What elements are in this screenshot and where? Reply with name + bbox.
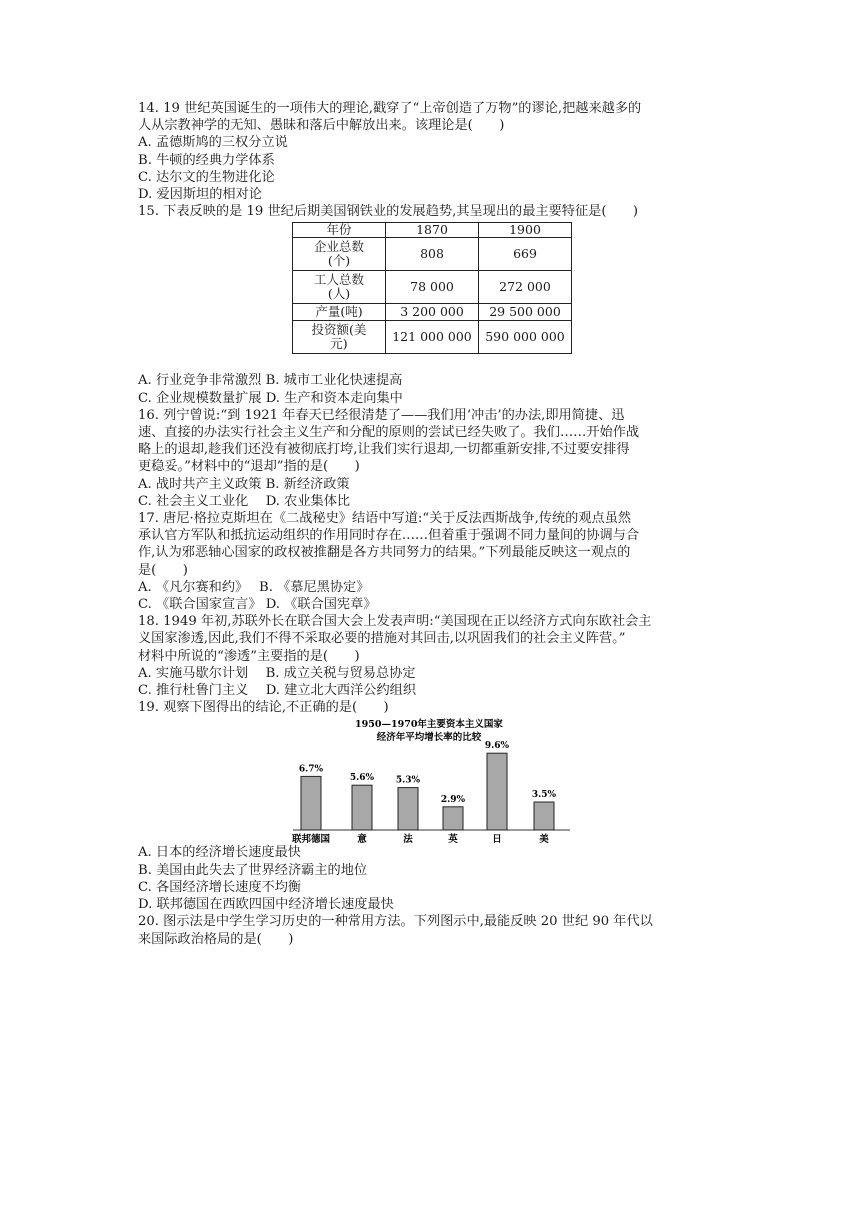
table-cell: 590 000 000 bbox=[479, 321, 572, 354]
chart-bar bbox=[487, 754, 507, 831]
table-header-row bbox=[293, 223, 572, 238]
table-row-label: 工人总数 (人) bbox=[293, 271, 386, 304]
q16-options-ab: A. 战时共产主义政策 B. 新经济政策 bbox=[138, 476, 350, 492]
q17-options-cd: C. 《联合国家宣言》 D. 《联合国宪章》 bbox=[138, 597, 377, 613]
chart-category-label: 日 bbox=[492, 834, 502, 845]
q14-stem-line1: 14. 19 世纪英国诞生的一项伟大的理论,戳穿了“上帝创造了万物”的谬论,把越来越多的 bbox=[138, 101, 642, 116]
table-cell: 121 000 000 bbox=[386, 321, 479, 354]
table-row bbox=[293, 271, 572, 304]
chart-data-label: 9.6% bbox=[484, 741, 510, 752]
q19-option-a: A. 日本的经济增长速度最快 bbox=[138, 845, 301, 861]
table-header-1870: 1870 bbox=[386, 223, 479, 238]
chart-svg bbox=[138, 716, 730, 844]
q14-option-c: C. 达尔文的生物进化论 bbox=[138, 169, 275, 185]
table-cell: 669 bbox=[479, 238, 572, 271]
q20-stem-line1: 20. 图示法是中学生学习历史的一种常用方法。下列图示中,最能反映 20 世纪 90 年代以 bbox=[138, 914, 653, 930]
q19-option-d: D. 联邦德国在西欧四国中经济增长速度最快 bbox=[138, 897, 394, 913]
table-cell: 78 000 bbox=[386, 271, 479, 304]
q17-options-ab: A. 《凡尔赛和约》 B. 《慕尼黑协定》 bbox=[138, 579, 370, 595]
chart-category-label: 意 bbox=[357, 834, 367, 845]
q16-stem-line4: 更稳妥。”材料中的“退却”指的是( ) bbox=[138, 459, 360, 475]
q15-options-ab: A. 行业竞争非常激烈 B. 城市工业化快速提高 bbox=[138, 373, 403, 389]
q14-option-a: A. 孟德斯鸠的三权分立说 bbox=[138, 135, 288, 151]
table-header-year: 年份 bbox=[293, 223, 386, 238]
chart-bar bbox=[352, 786, 372, 831]
table-row bbox=[293, 304, 572, 321]
q17-stem-line3: 作,认为邪恶轴心国家的政权被推翻是各方共同努力的结果。”下列最能反映这一观点的 bbox=[138, 545, 631, 561]
q17-stem-line4: 是( ) bbox=[138, 562, 188, 578]
table-row bbox=[293, 321, 572, 354]
q14-option-b: B. 牛顿的经典力学体系 bbox=[138, 152, 275, 168]
table-cell: 29 500 000 bbox=[479, 304, 572, 321]
q14-stem-line2: 人从宗教神学的无知、愚昧和落后中解放出来。该理论是( ) bbox=[138, 118, 505, 134]
q16-stem-line2: 速、直接的办法实行社会主义生产和分配的原则的尝试已经失败了。我们……开始作战 bbox=[138, 425, 640, 441]
q17-stem-line1: 17. 唐尼·格拉克斯坦在《二战秘史》结语中写道:“关于反法西斯战争,传统的观点虽然 bbox=[138, 511, 632, 527]
q19-stem: 19. 观察下图得出的结论,不正确的是( ) bbox=[138, 700, 389, 716]
q18-options-ab: A. 实施马歇尔计划 B. 成立关税与贸易总协定 bbox=[138, 665, 416, 681]
q15-options-cd: C. 企业规模数量扩展 D. 生产和资本走向集中 bbox=[138, 390, 403, 406]
q15-stem: 15. 下表反映的是 19 世纪后期美国钢铁业的发展趋势,其呈现出的最主要特征是( ) bbox=[138, 204, 638, 220]
table-row-label: 投资额(美 元) bbox=[293, 321, 386, 354]
chart-bar bbox=[398, 788, 418, 830]
q19-option-b: B. 美国由此失去了世界经济霸主的地位 bbox=[138, 862, 368, 878]
q14-option-d: D. 爱因斯坦的相对论 bbox=[138, 187, 262, 203]
chart-category-label: 联邦德国 bbox=[291, 834, 331, 845]
question-14 bbox=[138, 100, 730, 203]
chart-data-label: 5.6% bbox=[349, 773, 375, 784]
question-16 bbox=[138, 407, 730, 510]
chart-bar bbox=[301, 777, 321, 831]
question-18 bbox=[138, 613, 730, 699]
table-cell: 3 200 000 bbox=[386, 304, 479, 321]
exam-page bbox=[138, 100, 730, 948]
chart-subtitle: 经济年平均增长率的比较 bbox=[376, 732, 482, 744]
q17-stem-line2: 承认官方军队和抵抗运动组织的作用同时存在……但着重于强调不同力量间的协调与合 bbox=[138, 528, 640, 544]
chart-category-label: 法 bbox=[403, 834, 413, 845]
q20-stem-line2: 来国际政治格局的是( ) bbox=[138, 931, 294, 947]
table-cell: 808 bbox=[386, 238, 479, 271]
q16-options-cd: C. 社会主义工业化 D. 农业集体比 bbox=[138, 493, 351, 509]
q16-stem-line3: 略上的退却,趁我们还没有被彻底打垮,让我们实行退却,一切都重新安排,不过要安排得 bbox=[138, 442, 630, 458]
chart-data-label: 5.3% bbox=[395, 776, 421, 787]
chart-bar bbox=[534, 802, 554, 830]
table-header-1900: 1900 bbox=[479, 223, 572, 238]
steel-industry-table bbox=[292, 222, 572, 354]
question-17 bbox=[138, 510, 730, 613]
chart-data-label: 3.5% bbox=[531, 790, 557, 801]
q18-stem-line1: 18. 1949 年初,苏联外长在联合国大会上发表声明:“美国现在正以经济方式向东欧社会主 bbox=[138, 614, 652, 630]
table-row bbox=[293, 238, 572, 271]
question-15 bbox=[138, 203, 730, 407]
q16-stem-line1: 16. 列宁曾说:“到 1921 年春天已经很清楚了——我们用‘冲击’的办法,即用简捷、迅 bbox=[138, 407, 625, 423]
q18-stem-line3: 材料中所说的“渗透”主要指的是( ) bbox=[138, 648, 360, 664]
chart-data-label: 6.7% bbox=[298, 764, 324, 775]
chart-category-label: 英 bbox=[448, 834, 458, 845]
chart-title: 1950—1970年主要资本主义国家 bbox=[355, 719, 503, 731]
question-19 bbox=[138, 699, 730, 913]
chart-bar bbox=[443, 807, 463, 830]
table-cell: 272 000 bbox=[479, 271, 572, 304]
table-row-label: 产量(吨) bbox=[293, 304, 386, 321]
chart-data-label: 2.9% bbox=[440, 795, 466, 806]
question-20 bbox=[138, 913, 730, 947]
table-row-label: 企业总数 (个) bbox=[293, 238, 386, 271]
q19-option-c: C. 各国经济增长速度不均衡 bbox=[138, 879, 302, 895]
growth-rate-chart bbox=[138, 716, 730, 844]
q18-options-cd: C. 推行杜鲁门主义 D. 建立北大西洋公约组织 bbox=[138, 683, 417, 699]
chart-category-label: 美 bbox=[539, 834, 549, 845]
q18-stem-line2: 义国家渗透,因此,我们不得不采取必要的措施对其回击,以巩固我们的社会主义阵营。” bbox=[138, 631, 626, 647]
